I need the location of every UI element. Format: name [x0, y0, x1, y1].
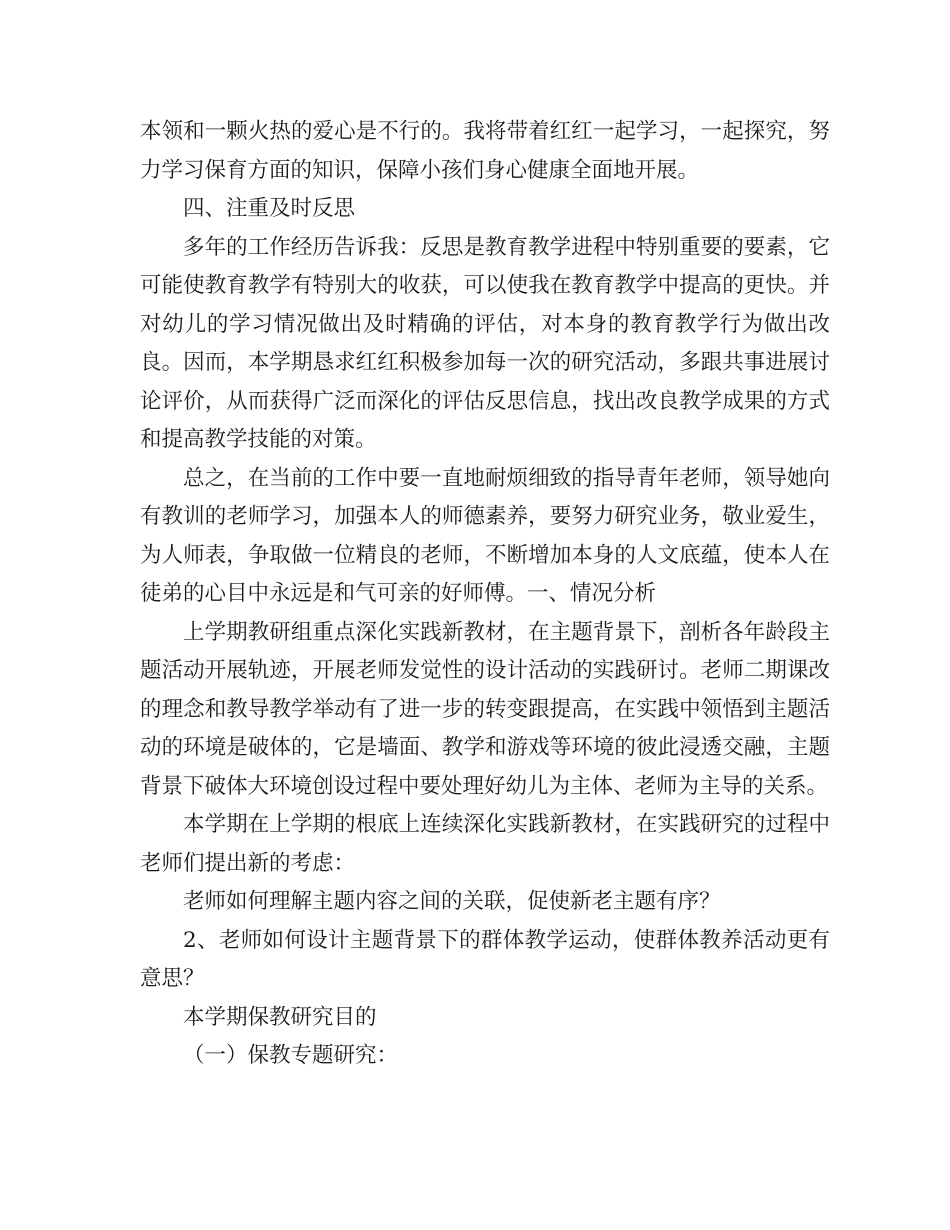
paragraph-semester-plan: 本学期在上学期的根底上连续深化实践新教材，在实践研究的过程中老师们提出新的考虑：: [140, 812, 830, 876]
paragraph-question-1: 老师如何理解主题内容之间的关联，促使新老主题有序？: [183, 889, 721, 914]
heading-research-goals: 本学期保教研究目的: [183, 1004, 377, 1030]
paragraph-summary: 总之，在当前的工作中要一直地耐烦细致的指导青年老师，领导她向有教训的老师学习，加强本人的师德素养，要努力研究业务，敬业爱生，为人师表，争取做一位精良的老师，不断增加本身的人文底蕴，使本人在徒弟的心目中永远是和气可亲的好师傅。一、情况分析: [140, 465, 830, 606]
paragraph-question-2: 2、老师如何设计主题背景下的群体教学运动，使群体教养活动更有意思？: [140, 927, 830, 991]
paragraph-continuation: 本领和一颗火热的爱心是不行的。我将带着红红一起学习，一起探究，努力学习保育方面的知识，保障小孩们身心健康全面地开展。: [140, 119, 830, 183]
paragraph-reflection: 多年的工作经历告诉我：反思是教育教学进程中特别重要的要素，它可能使教育教学有特别大的收获，可以使我在教育教学中提高的更快。并对幼儿的学习情况做出及时精确的评估，对本身的教育教学行为做出改良。因而，本学期恳求红红积极参加每一次的研究活动，多跟共事进展讨论评价，从而获得广泛而深化的评估反思信息，找出改良教学成果的方式和提高教学技能的对策。: [140, 234, 830, 452]
paragraph-situation-analysis: 上学期教研组重点深化实践新教材，在主题背景下，剖析各年龄段主题活动开展轨迹，开展老师发觉性的设计活动的实践研讨。老师二期课改的理念和教导教学举动有了进一步的转变跟提高，在实践中领悟到主题活动的环境是破体的，它是墙面、教学和游戏等环境的彼此浸透交融，主题背景下破体大环境创设过程中要处理好幼儿为主体、老师为主导的关系。: [140, 619, 830, 799]
heading-special-research: （一）保教专题研究：: [183, 1043, 399, 1068]
section-heading-reflection: 四、注重及时反思: [183, 196, 356, 221]
document-body: [140, 113, 830, 1076]
